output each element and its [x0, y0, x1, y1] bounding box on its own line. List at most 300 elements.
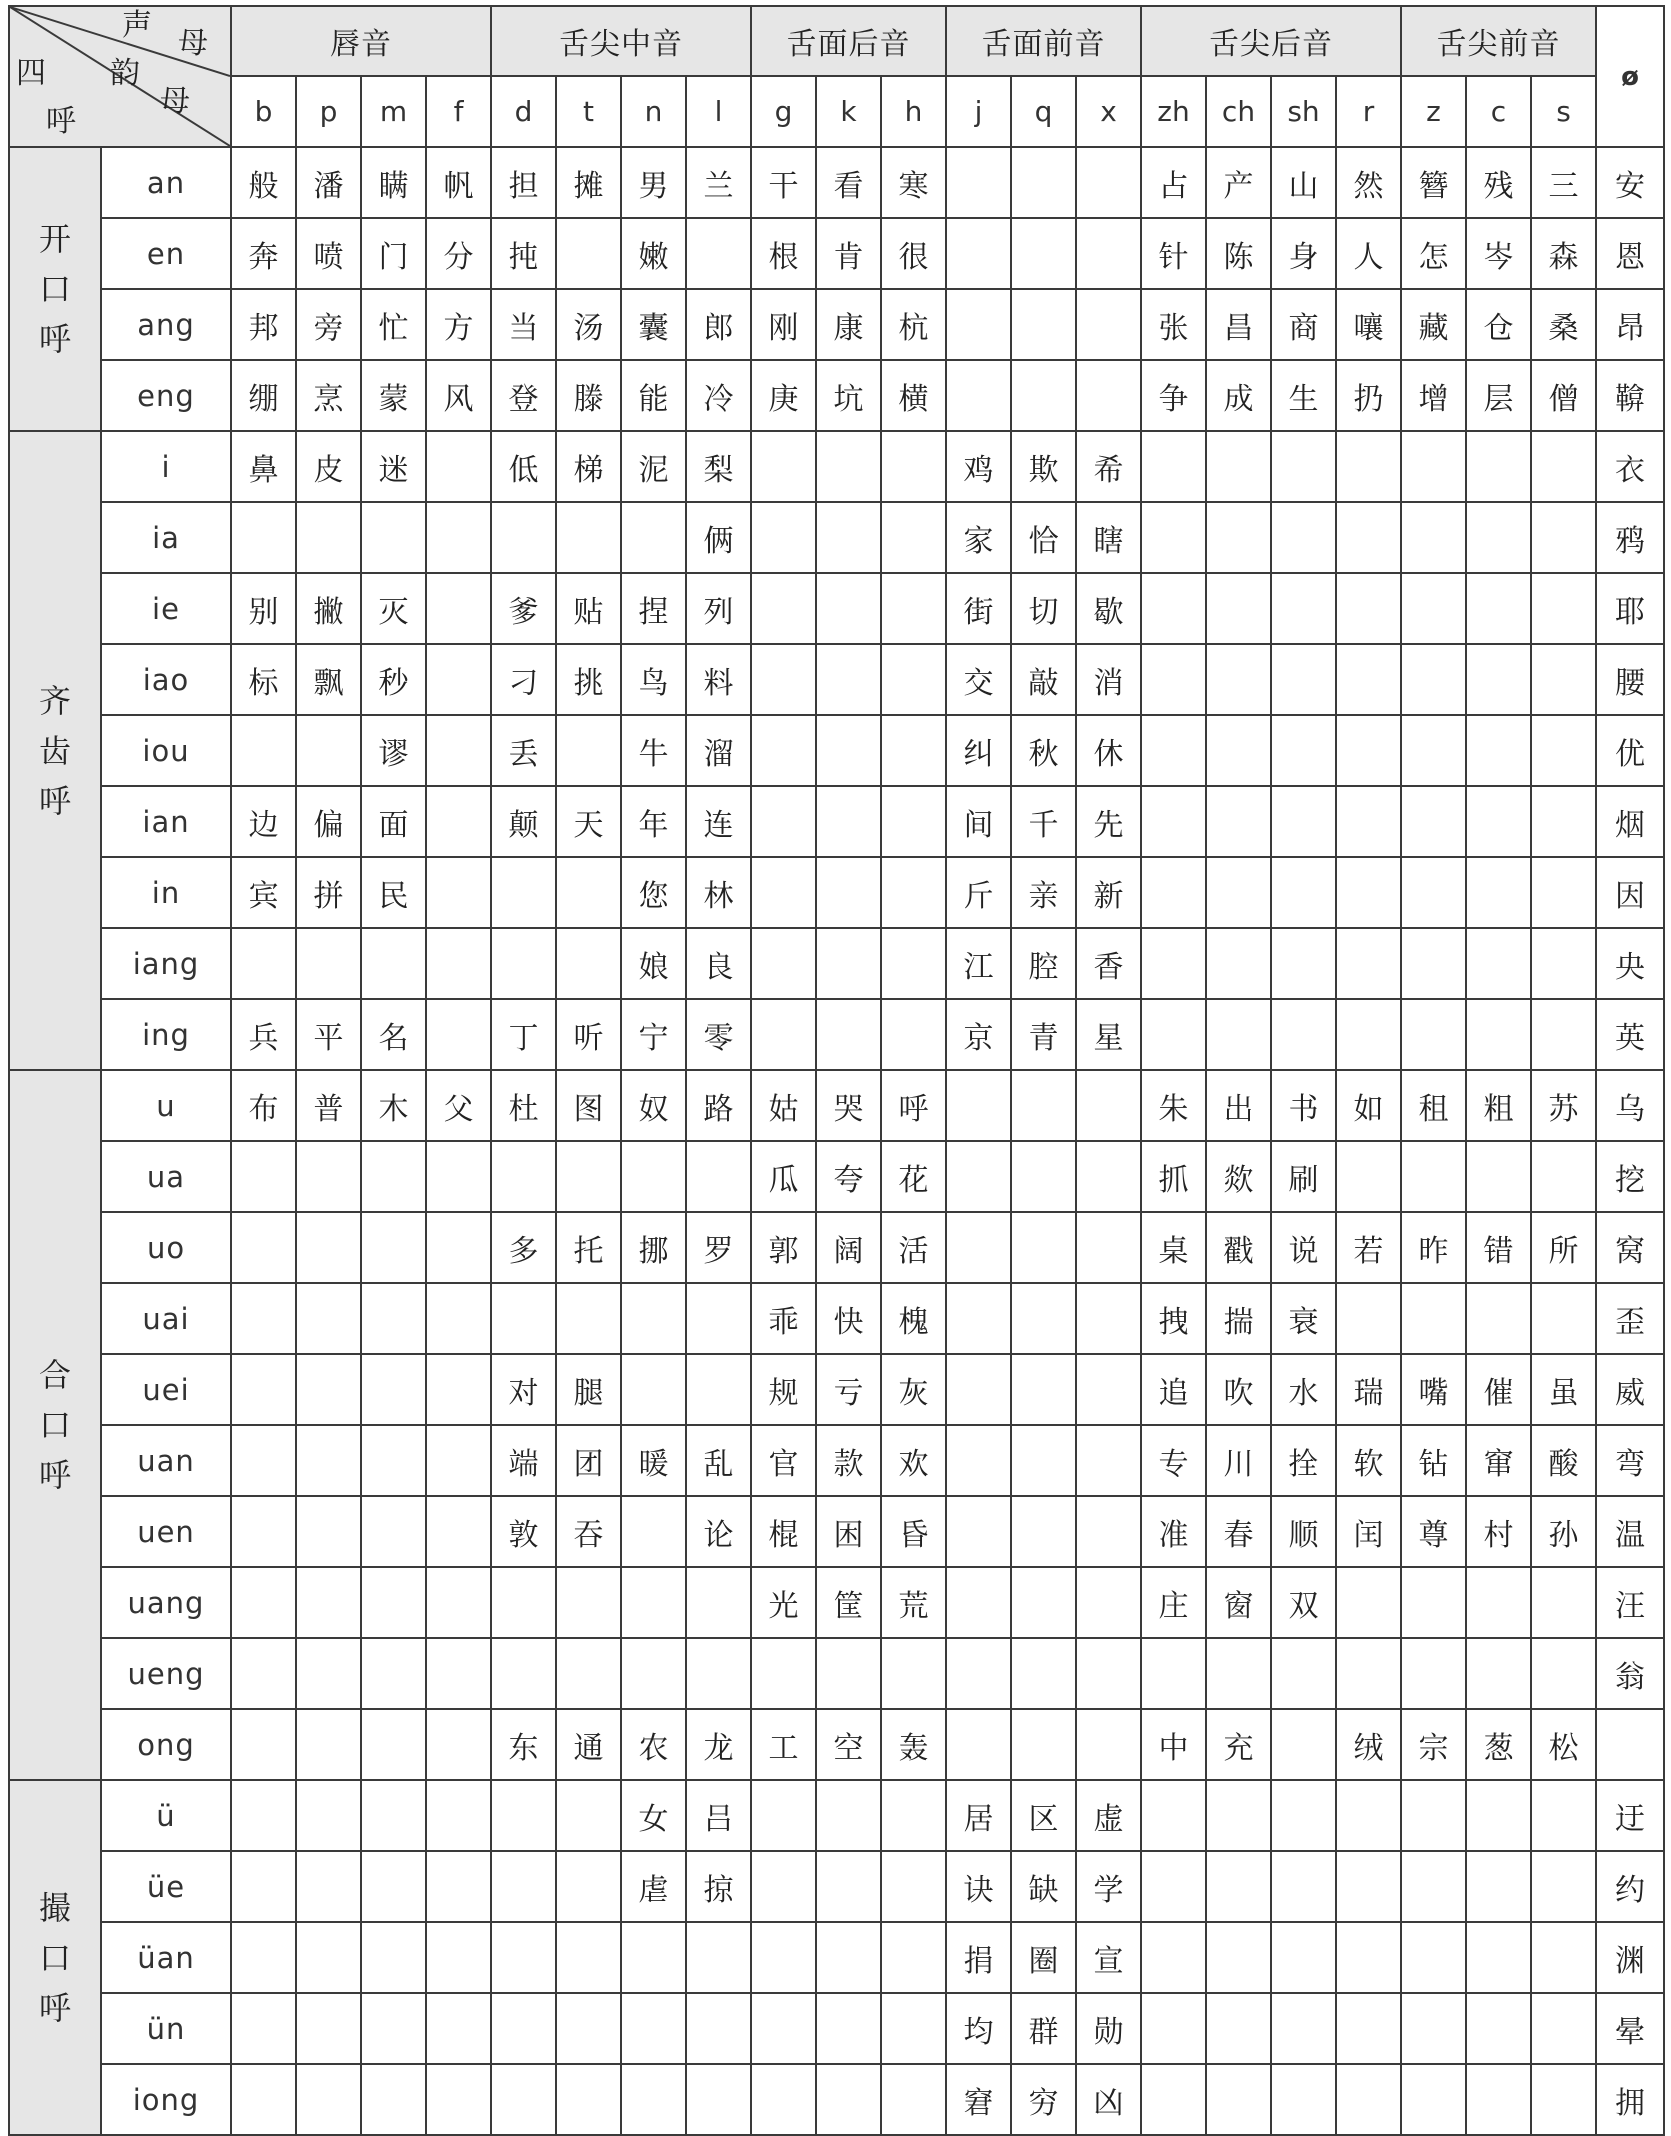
hu-group-label: [9, 1780, 101, 2135]
syllable-cell: [881, 1638, 946, 1709]
syllable-cell: 桑: [1531, 289, 1596, 360]
syllable-cell: 鼻: [231, 431, 296, 502]
table-row: [9, 1354, 1664, 1425]
final-label: iou: [101, 715, 231, 786]
syllable-cell: [1401, 431, 1466, 502]
syllable-cell: [1076, 1638, 1141, 1709]
syllable-cell: 水: [1271, 1354, 1336, 1425]
initial-header: m: [361, 76, 426, 147]
syllable-cell: 充: [1206, 1709, 1271, 1780]
syllable-cell: 泥: [621, 431, 686, 502]
syllable-cell: [1206, 786, 1271, 857]
syllable-cell: 光: [751, 1567, 816, 1638]
syllable-cell: [1531, 857, 1596, 928]
syllable-cell: [621, 1638, 686, 1709]
syllable-cell: [1401, 1780, 1466, 1851]
syllable-cell: [1206, 1993, 1271, 2064]
syllable-cell: [1401, 573, 1466, 644]
syllable-cell: 暖: [621, 1425, 686, 1496]
syllable-cell: 斤: [946, 857, 1011, 928]
syllable-cell: 夸: [816, 1141, 881, 1212]
syllable-cell: 图: [556, 1070, 621, 1141]
syllable-cell: [1336, 644, 1401, 715]
syllable-cell: [1336, 999, 1401, 1070]
syllable-cell: [751, 431, 816, 502]
syllable-cell: [1336, 1922, 1401, 1993]
syllable-cell: 滕: [556, 360, 621, 431]
syllable-cell: [1466, 1283, 1531, 1354]
syllable-cell: [1141, 999, 1206, 1070]
syllable-cell: [1076, 1212, 1141, 1283]
syllable-cell: 筐: [816, 1567, 881, 1638]
syllable-cell: 通: [556, 1709, 621, 1780]
syllable-cell: [491, 1851, 556, 1922]
syllable-cell: 三: [1531, 147, 1596, 218]
syllable-cell: [1336, 857, 1401, 928]
syllable-cell: 学: [1076, 1851, 1141, 1922]
syllable-cell: [1141, 573, 1206, 644]
syllable-cell: 吞: [556, 1496, 621, 1567]
syllable-cell: [361, 928, 426, 999]
corner-label-mu-2: 母: [160, 84, 190, 119]
syllable-cell: 鞥: [1596, 360, 1664, 431]
syllable-cell: 梨: [686, 431, 751, 502]
syllable-cell: 路: [686, 1070, 751, 1141]
syllable-cell: [1531, 1993, 1596, 2064]
syllable-cell: 嚷: [1336, 289, 1401, 360]
syllable-cell: 衣: [1596, 431, 1664, 502]
syllable-cell: [1531, 2064, 1596, 2135]
syllable-cell: 槐: [881, 1283, 946, 1354]
syllable-cell: [231, 1496, 296, 1567]
syllable-cell: [1336, 1141, 1401, 1212]
syllable-cell: [881, 644, 946, 715]
syllable-cell: 切: [1011, 573, 1076, 644]
syllable-cell: 边: [231, 786, 296, 857]
syllable-cell: 腔: [1011, 928, 1076, 999]
syllable-cell: 捏: [621, 573, 686, 644]
syllable-cell: 江: [946, 928, 1011, 999]
syllable-cell: [946, 1212, 1011, 1283]
syllable-cell: 瞒: [361, 147, 426, 218]
syllable-cell: [1206, 1638, 1271, 1709]
syllable-cell: [1271, 502, 1336, 573]
final-label: uang: [101, 1567, 231, 1638]
syllable-cell: 虽: [1531, 1354, 1596, 1425]
syllable-cell: [296, 2064, 361, 2135]
syllable-cell: 汤: [556, 289, 621, 360]
syllable-cell: 岑: [1466, 218, 1531, 289]
syllable-cell: [1206, 644, 1271, 715]
syllable-cell: [946, 1354, 1011, 1425]
syllable-cell: 勋: [1076, 1993, 1141, 2064]
syllable-cell: [491, 502, 556, 573]
final-label: ü: [101, 1780, 231, 1851]
syllable-cell: 谬: [361, 715, 426, 786]
syllable-cell: [946, 147, 1011, 218]
syllable-cell: [1271, 928, 1336, 999]
syllable-cell: 然: [1336, 147, 1401, 218]
syllable-cell: [751, 1851, 816, 1922]
syllable-cell: [621, 1141, 686, 1212]
syllable-cell: 仓: [1466, 289, 1531, 360]
syllable-cell: [1141, 2064, 1206, 2135]
initial-header: j: [946, 76, 1011, 147]
syllable-cell: 郭: [751, 1212, 816, 1283]
syllable-cell: 天: [556, 786, 621, 857]
syllable-cell: 挑: [556, 644, 621, 715]
syllable-cell: 凶: [1076, 2064, 1141, 2135]
syllable-cell: 朱: [1141, 1070, 1206, 1141]
syllable-cell: 汪: [1596, 1567, 1664, 1638]
syllable-cell: [361, 1851, 426, 1922]
syllable-cell: 拥: [1596, 2064, 1664, 2135]
syllable-cell: 书: [1271, 1070, 1336, 1141]
syllable-cell: 喷: [296, 218, 361, 289]
syllable-cell: [1596, 1709, 1664, 1780]
final-label: i: [101, 431, 231, 502]
syllable-cell: 荒: [881, 1567, 946, 1638]
syllable-cell: [1271, 857, 1336, 928]
syllable-cell: [1011, 1283, 1076, 1354]
syllable-cell: 溜: [686, 715, 751, 786]
syllable-cell: [361, 1141, 426, 1212]
syllable-cell: [751, 2064, 816, 2135]
syllable-cell: 款: [816, 1425, 881, 1496]
group-header: 唇音: [231, 6, 491, 76]
syllable-cell: [816, 502, 881, 573]
syllable-cell: 昌: [1206, 289, 1271, 360]
syllable-cell: [1011, 289, 1076, 360]
syllable-cell: 休: [1076, 715, 1141, 786]
syllable-cell: 错: [1466, 1212, 1531, 1283]
initial-header: n: [621, 76, 686, 147]
syllable-cell: [621, 2064, 686, 2135]
syllable-cell: 歇: [1076, 573, 1141, 644]
syllable-cell: [1401, 1638, 1466, 1709]
table-row: [9, 2064, 1664, 2135]
table-row: [9, 1212, 1664, 1283]
syllable-cell: [1076, 1496, 1141, 1567]
syllable-cell: [556, 1638, 621, 1709]
syllable-cell: 忙: [361, 289, 426, 360]
syllable-cell: [1076, 1070, 1141, 1141]
syllable-cell: [1466, 431, 1531, 502]
syllable-cell: 梯: [556, 431, 621, 502]
syllable-cell: 担: [491, 147, 556, 218]
syllable-cell: 呼: [881, 1070, 946, 1141]
syllable-cell: [686, 1638, 751, 1709]
table-row: [9, 1283, 1664, 1354]
syllable-cell: [1011, 1638, 1076, 1709]
syllable-cell: [1401, 2064, 1466, 2135]
syllable-cell: 寒: [881, 147, 946, 218]
table-row: [9, 786, 1664, 857]
syllable-cell: 门: [361, 218, 426, 289]
syllable-cell: 标: [231, 644, 296, 715]
syllable-cell: [426, 999, 491, 1070]
syllable-cell: 昨: [1401, 1212, 1466, 1283]
syllable-cell: [1401, 857, 1466, 928]
syllable-cell: [426, 573, 491, 644]
syllable-cell: [1401, 502, 1466, 573]
syllable-cell: 鸟: [621, 644, 686, 715]
syllable-cell: 催: [1466, 1354, 1531, 1425]
syllable-cell: 成: [1206, 360, 1271, 431]
syllable-cell: [946, 1638, 1011, 1709]
syllable-cell: [1141, 502, 1206, 573]
syllable-cell: 端: [491, 1425, 556, 1496]
syllable-cell: [881, 786, 946, 857]
syllable-cell: [881, 1922, 946, 1993]
syllable-cell: 工: [751, 1709, 816, 1780]
syllable-cell: [1076, 289, 1141, 360]
syllable-cell: 坑: [816, 360, 881, 431]
table-row: [9, 1851, 1664, 1922]
syllable-cell: 蒙: [361, 360, 426, 431]
syllable-cell: 杭: [881, 289, 946, 360]
initial-header: s: [1531, 76, 1596, 147]
syllable-cell: [1011, 1141, 1076, 1212]
syllable-cell: [1466, 786, 1531, 857]
initial-header: g: [751, 76, 816, 147]
syllable-cell: 当: [491, 289, 556, 360]
syllable-cell: 年: [621, 786, 686, 857]
syllable-cell: 料: [686, 644, 751, 715]
syllable-cell: [1206, 999, 1271, 1070]
syllable-cell: 迂: [1596, 1780, 1664, 1851]
syllable-cell: [1336, 573, 1401, 644]
syllable-cell: 托: [556, 1212, 621, 1283]
hu-char: 合: [38, 1356, 71, 1394]
syllable-cell: 家: [946, 502, 1011, 573]
syllable-cell: 偏: [296, 786, 361, 857]
syllable-cell: [881, 573, 946, 644]
syllable-cell: [751, 715, 816, 786]
syllable-cell: 低: [491, 431, 556, 502]
initial-header: b: [231, 76, 296, 147]
syllable-cell: 针: [1141, 218, 1206, 289]
syllable-cell: [1076, 1567, 1141, 1638]
syllable-cell: 瞎: [1076, 502, 1141, 573]
table-row: [9, 218, 1664, 289]
table-row: [9, 1709, 1664, 1780]
syllable-cell: 兰: [686, 147, 751, 218]
syllable-cell: [1466, 644, 1531, 715]
syllable-cell: 宣: [1076, 1922, 1141, 1993]
syllable-cell: [296, 502, 361, 573]
syllable-cell: 拼: [296, 857, 361, 928]
syllable-cell: [751, 1780, 816, 1851]
syllable-cell: [816, 928, 881, 999]
syllable-cell: [296, 1780, 361, 1851]
syllable-cell: 张: [1141, 289, 1206, 360]
syllable-cell: 耶: [1596, 573, 1664, 644]
syllable-cell: [361, 1567, 426, 1638]
syllable-cell: 阔: [816, 1212, 881, 1283]
syllable-cell: [946, 1496, 1011, 1567]
syllable-cell: 京: [946, 999, 1011, 1070]
syllable-cell: [1271, 1780, 1336, 1851]
final-label: ün: [101, 1993, 231, 2064]
syllable-cell: 灭: [361, 573, 426, 644]
syllable-cell: [816, 644, 881, 715]
syllable-cell: [1141, 1993, 1206, 2064]
syllable-cell: 亏: [816, 1354, 881, 1425]
syllable-cell: 连: [686, 786, 751, 857]
syllable-cell: [361, 502, 426, 573]
syllable-cell: [1141, 1922, 1206, 1993]
syllable-cell: 腿: [556, 1354, 621, 1425]
syllable-cell: 官: [751, 1425, 816, 1496]
final-label: uei: [101, 1354, 231, 1425]
syllable-cell: [1271, 1638, 1336, 1709]
syllable-cell: [881, 715, 946, 786]
syllable-cell: [1531, 573, 1596, 644]
syllable-cell: 东: [491, 1709, 556, 1780]
syllable-cell: [751, 786, 816, 857]
syllable-cell: 鸡: [946, 431, 1011, 502]
syllable-cell: 衰: [1271, 1283, 1336, 1354]
syllable-cell: [1141, 857, 1206, 928]
syllable-cell: 山: [1271, 147, 1336, 218]
syllable-cell: 普: [296, 1070, 361, 1141]
syllable-cell: 酸: [1531, 1425, 1596, 1496]
syllable-cell: [1466, 999, 1531, 1070]
syllable-cell: 欻: [1206, 1141, 1271, 1212]
syllable-cell: 民: [361, 857, 426, 928]
syllable-cell: [556, 1993, 621, 2064]
syllable-cell: 均: [946, 1993, 1011, 2064]
syllable-cell: [556, 715, 621, 786]
syllable-cell: [426, 1425, 491, 1496]
syllable-cell: [621, 1922, 686, 1993]
syllable-cell: 陈: [1206, 218, 1271, 289]
syllable-cell: 昏: [881, 1496, 946, 1567]
final-label: uai: [101, 1283, 231, 1354]
syllable-cell: 香: [1076, 928, 1141, 999]
syllable-cell: 簪: [1401, 147, 1466, 218]
syllable-cell: [231, 1922, 296, 1993]
syllable-cell: [946, 1141, 1011, 1212]
syllable-cell: [751, 573, 816, 644]
syllable-cell: [491, 2064, 556, 2135]
syllable-cell: 方: [426, 289, 491, 360]
syllable-cell: [1401, 786, 1466, 857]
syllable-cell: 钻: [1401, 1425, 1466, 1496]
syllable-cell: 肯: [816, 218, 881, 289]
syllable-cell: [1271, 2064, 1336, 2135]
syllable-cell: [1466, 502, 1531, 573]
syllable-cell: [1076, 360, 1141, 431]
syllable-cell: 瑞: [1336, 1354, 1401, 1425]
syllable-cell: 罗: [686, 1212, 751, 1283]
group-header: 舌尖前音: [1401, 6, 1596, 76]
syllable-cell: 拴: [1271, 1425, 1336, 1496]
syllable-cell: [1271, 644, 1336, 715]
syllable-cell: 潘: [296, 147, 361, 218]
syllable-cell: 街: [946, 573, 1011, 644]
table-row: [9, 1496, 1664, 1567]
syllable-cell: [946, 1283, 1011, 1354]
syllable-cell: [361, 1496, 426, 1567]
syllable-cell: [1271, 1993, 1336, 2064]
syllable-cell: 租: [1401, 1070, 1466, 1141]
syllable-cell: 丢: [491, 715, 556, 786]
hu-group-label: [9, 147, 101, 431]
syllable-cell: 木: [361, 1070, 426, 1141]
syllable-cell: 鸦: [1596, 502, 1664, 573]
syllable-cell: 威: [1596, 1354, 1664, 1425]
syllable-cell: [881, 502, 946, 573]
syllable-cell: [1401, 1141, 1466, 1212]
final-label: üan: [101, 1922, 231, 1993]
group-header: 舌面前音: [946, 6, 1141, 76]
syllable-cell: [1141, 1780, 1206, 1851]
syllable-cell: 因: [1596, 857, 1664, 928]
syllable-cell: [426, 1354, 491, 1425]
syllable-cell: 灰: [881, 1354, 946, 1425]
syllable-cell: [686, 2064, 751, 2135]
syllable-cell: [231, 1780, 296, 1851]
syllable-cell: [1336, 928, 1401, 999]
syllable-cell: [361, 1354, 426, 1425]
syllable-cell: 登: [491, 360, 556, 431]
syllable-cell: 奴: [621, 1070, 686, 1141]
syllable-cell: 葱: [1466, 1709, 1531, 1780]
pinyin-syllable-table: [8, 5, 1665, 2136]
hu-char: 呼: [38, 320, 71, 358]
final-label: iang: [101, 928, 231, 999]
syllable-cell: 冷: [686, 360, 751, 431]
syllable-cell: [296, 1141, 361, 1212]
initial-header: h: [881, 76, 946, 147]
table-row: [9, 1780, 1664, 1851]
table-row: [9, 857, 1664, 928]
syllable-cell: [1336, 431, 1401, 502]
syllable-cell: 说: [1271, 1212, 1336, 1283]
syllable-cell: [361, 1638, 426, 1709]
syllable-cell: [1206, 431, 1271, 502]
syllable-cell: 间: [946, 786, 1011, 857]
syllable-cell: 生: [1271, 360, 1336, 431]
syllable-cell: [361, 1709, 426, 1780]
syllable-cell: [491, 857, 556, 928]
syllable-cell: [426, 1496, 491, 1567]
syllable-cell: [816, 786, 881, 857]
syllable-cell: [1011, 1354, 1076, 1425]
syllable-cell: 虚: [1076, 1780, 1141, 1851]
syllable-cell: [1011, 1212, 1076, 1283]
syllable-cell: [1141, 715, 1206, 786]
syllable-cell: [361, 2064, 426, 2135]
syllable-cell: [1011, 1070, 1076, 1141]
syllable-cell: 快: [816, 1283, 881, 1354]
table-row: [9, 1425, 1664, 1496]
syllable-cell: 困: [816, 1496, 881, 1567]
syllable-cell: [296, 1922, 361, 1993]
syllable-cell: [296, 1993, 361, 2064]
syllable-cell: 窗: [1206, 1567, 1271, 1638]
hu-char: 齐: [38, 681, 71, 720]
syllable-cell: 名: [361, 999, 426, 1070]
final-label: iong: [101, 2064, 231, 2135]
syllable-cell: 戳: [1206, 1212, 1271, 1283]
syllable-cell: [361, 1993, 426, 2064]
corner-label-sheng: 声: [122, 8, 152, 43]
syllable-cell: [556, 1283, 621, 1354]
syllable-cell: 挖: [1596, 1141, 1664, 1212]
